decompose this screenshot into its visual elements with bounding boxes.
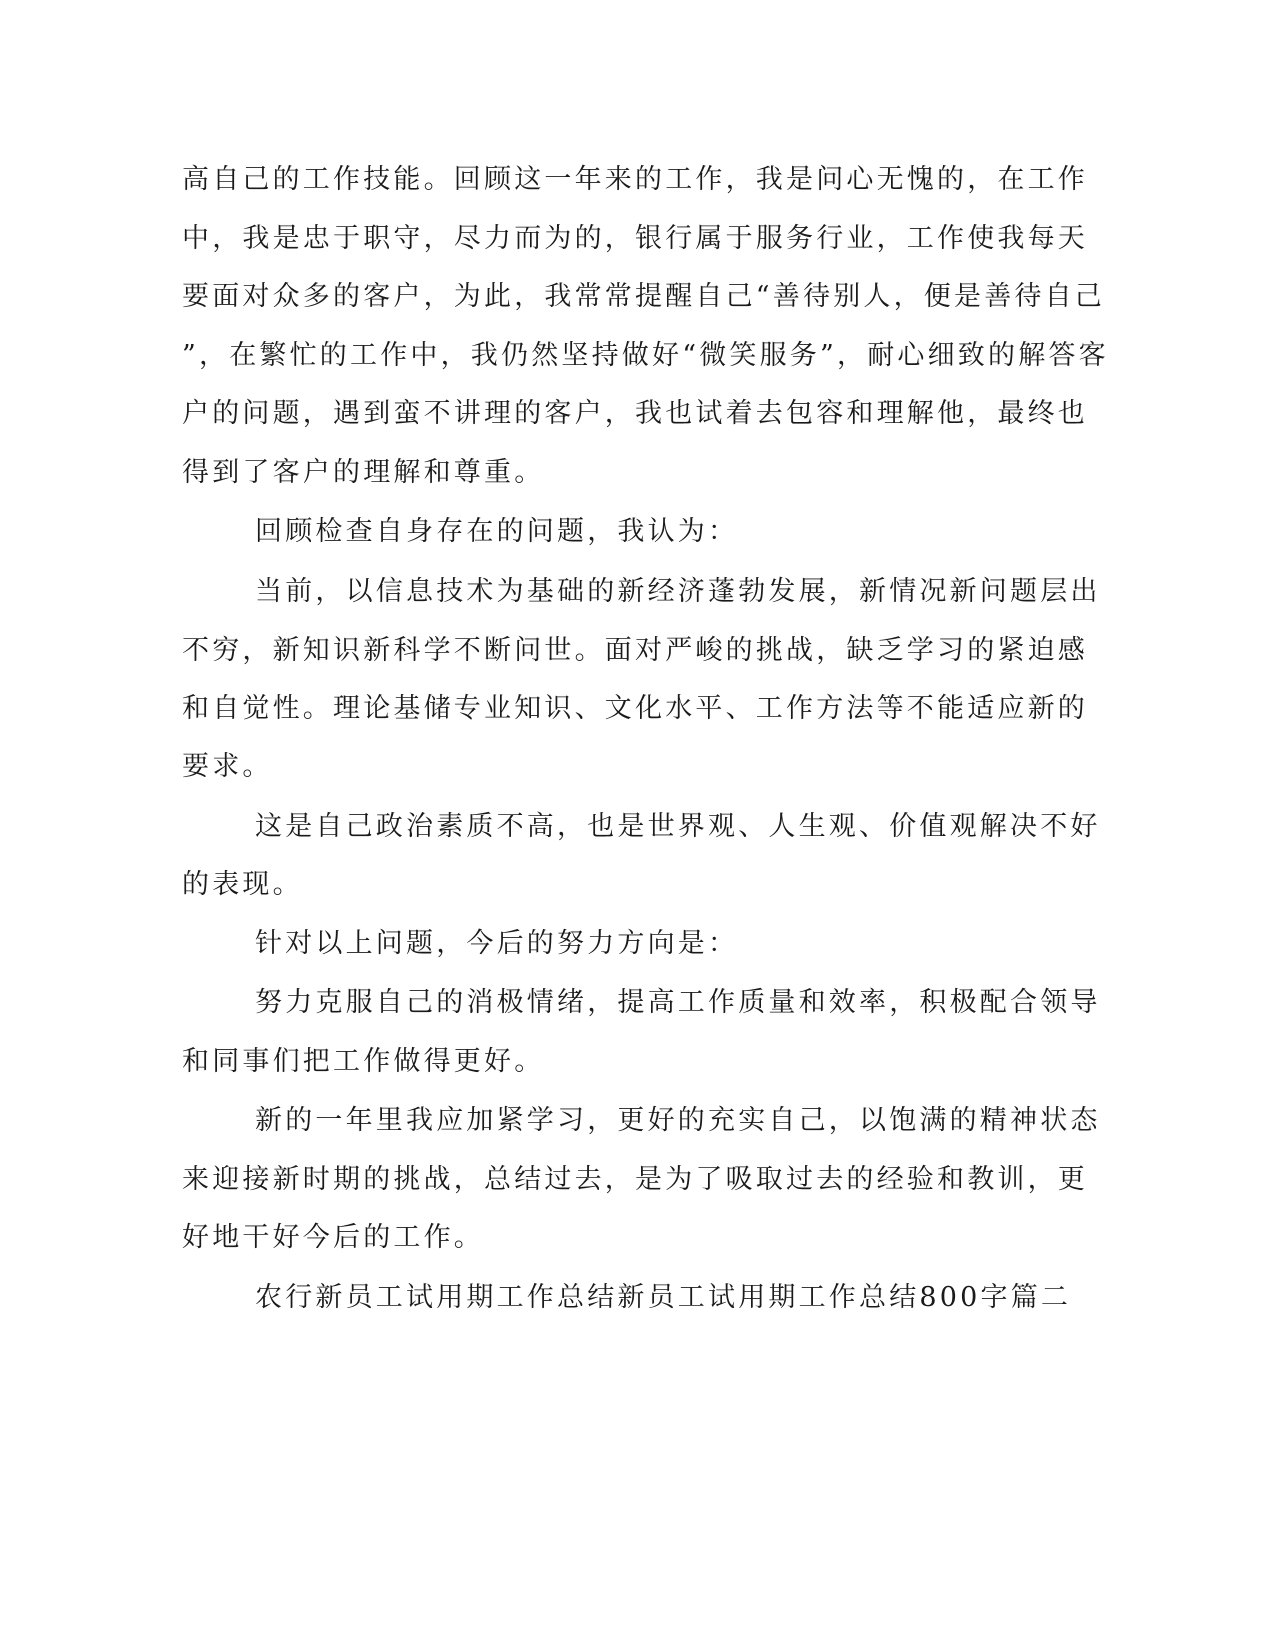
text-line-9: 不穷，新知识新科学不断问世。面对严峻的挑战，缺乏学习的紧迫感 xyxy=(182,635,1088,666)
text-line-19: 好地干好今后的工作。 xyxy=(182,1222,484,1253)
text-line-6: 得到了客户的理解和尊重。 xyxy=(182,457,545,488)
text-line-18: 来迎接新时期的挑战，总结过去，是为了吸取过去的经验和教训，更 xyxy=(182,1164,1088,1195)
text-line-15: 努力克服自己的消极情绪，提高工作质量和效率，积极配合领导 xyxy=(255,987,1101,1018)
text-line-17: 新的一年里我应加紧学习，更好的充实自己，以饱满的精神状态 xyxy=(255,1105,1101,1136)
text-line-7: 回顾检查自身存在的问题，我认为： xyxy=(255,516,739,547)
text-line-2: 中，我是忠于职守，尽力而为的，银行属于服务行业，工作使我每天 xyxy=(182,223,1088,254)
text-line-13: 的表现。 xyxy=(182,869,303,900)
text-line-1: 高自己的工作技能。回顾这一年来的工作，我是问心无愧的，在工作 xyxy=(182,164,1088,195)
text-line-10: 和自觉性。理论基储专业知识、文化水平、工作方法等不能适应新的 xyxy=(182,693,1088,724)
text-line-20: 农行新员工试用期工作总结新员工试用期工作总结800字篇二 xyxy=(255,1282,1072,1313)
text-line-3: 要面对众多的客户，为此，我常常提醒自己“善待别人，便是善待自己 xyxy=(182,281,1106,312)
text-line-8: 当前，以信息技术为基础的新经济蓬勃发展，新情况新问题层出 xyxy=(255,576,1101,607)
text-line-14: 针对以上问题，今后的努力方向是： xyxy=(255,928,739,959)
text-line-4: ”，在繁忙的工作中，我仍然坚持做好“微笑服务”，耐心细致的解答客 xyxy=(182,340,1109,371)
text-line-12: 这是自己政治素质不高，也是世界观、人生观、价值观解决不好 xyxy=(255,811,1101,842)
text-line-16: 和同事们把工作做得更好。 xyxy=(182,1046,545,1077)
text-line-11: 要求。 xyxy=(182,751,273,782)
text-line-5: 户的问题，遇到蛮不讲理的客户，我也试着去包容和理解他，最终也 xyxy=(182,398,1088,429)
